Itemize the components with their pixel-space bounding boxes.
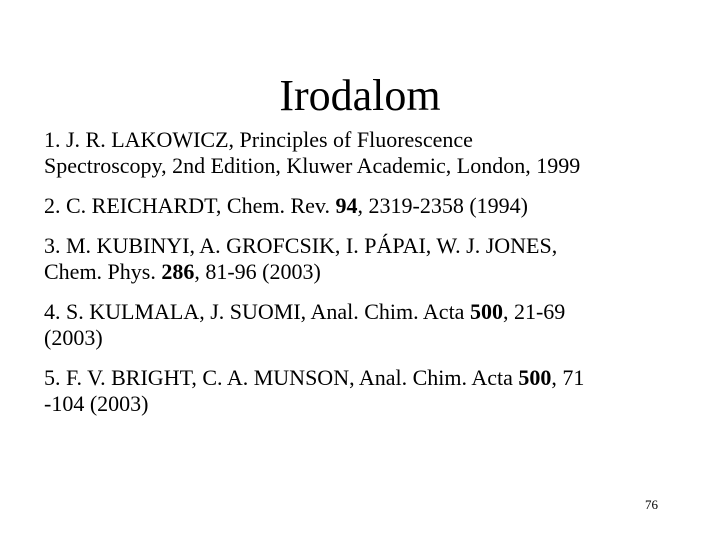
reference-list: [44, 127, 684, 431]
reference-text: 2. C. REICHARDT, Chem. Rev.: [44, 193, 336, 218]
reference-text: , 81-96 (2003): [194, 259, 321, 284]
reference-item-4: [44, 299, 684, 351]
reference-item-5: [44, 365, 684, 417]
reference-text: , 71: [551, 365, 585, 390]
slide-title: Irodalom: [279, 71, 441, 120]
reference-text: (2003): [44, 325, 103, 350]
reference-text: Spectroscopy, 2nd Edition, Kluwer Academic, London, 1999: [44, 153, 581, 178]
reference-text: 3. M. KUBINYI, A. GROFCSIK, I. PÁPAI, W. J. JONES,: [44, 233, 558, 258]
page-number: 76: [645, 497, 658, 512]
reference-item-2: [44, 193, 684, 219]
volume-number: 500: [518, 365, 552, 390]
reference-text: 5. F. V. BRIGHT, C. A. MUNSON, Anal. Chim. Acta: [44, 365, 519, 390]
reference-text: 1. J. R. LAKOWICZ, Principles of Fluorescence: [44, 127, 473, 152]
reference-item-3: [44, 233, 684, 285]
reference-text: , 2319-2358 (1994): [357, 193, 528, 218]
volume-number: 500: [469, 299, 503, 324]
volume-number: 286: [161, 259, 195, 284]
reference-text: , 21-69: [502, 299, 566, 324]
reference-text: 4. S. KULMALA, J. SUOMI, Anal. Chim. Acta: [44, 299, 470, 324]
reference-item-1: [44, 127, 684, 179]
volume-number: 94: [335, 193, 358, 218]
reference-text: Chem. Phys.: [44, 259, 162, 284]
reference-text: -104 (2003): [44, 391, 149, 416]
